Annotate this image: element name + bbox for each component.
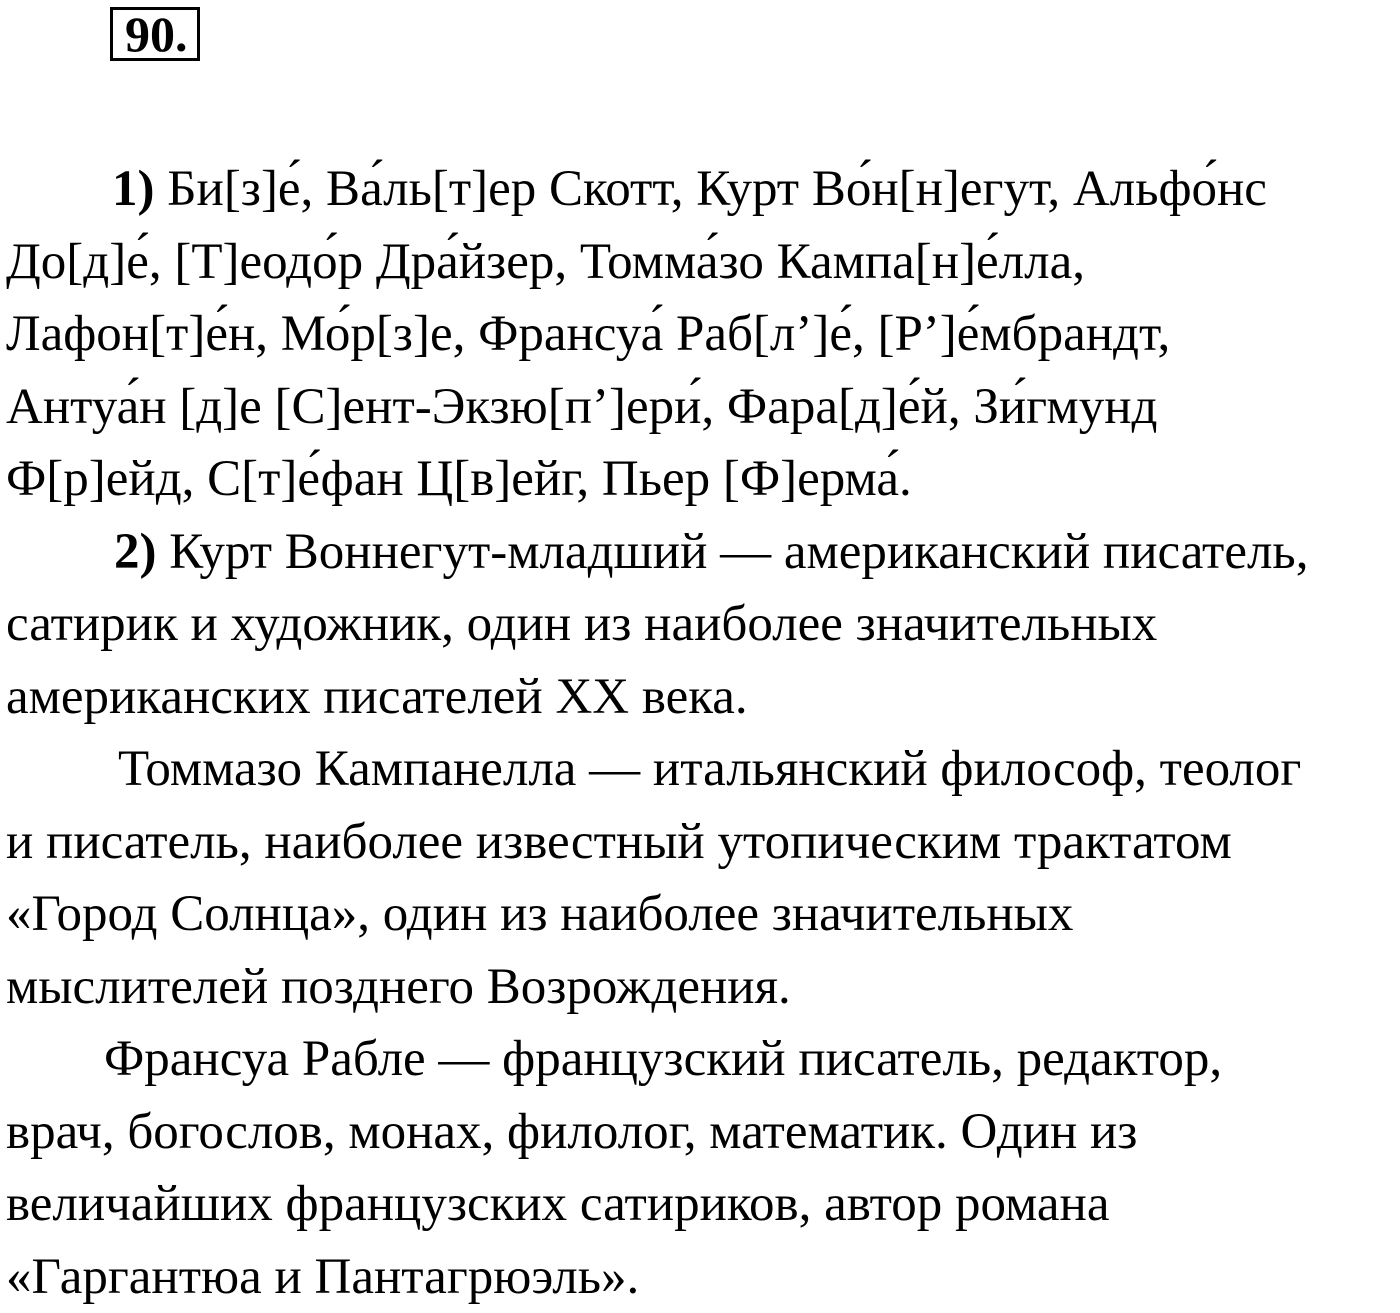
campanella-line-4: мыслителей позднего Возрождения. <box>6 951 1398 1024</box>
vonnegut-line-3: американских писателей XX века. <box>6 661 1398 734</box>
part2-line-1: 2) Курт Воннегут-младший — американский писатель, <box>6 516 1398 589</box>
part2-number: 2) <box>114 524 156 580</box>
rabelais-line-2: врач, богослов, монах, филолог, математик. Один из <box>6 1096 1398 1169</box>
rabelais-line-3: величайших французских сатириков, автор романа <box>6 1168 1398 1241</box>
answer-text <box>6 153 1398 1313</box>
part1-line-3: Лафон[т]е́н, Мо́р[з]е, Франсуа́ Раб[л’]е́, [Р’]е́мбрандт, <box>6 298 1398 371</box>
part1-line-5: Ф[р]ейд, С[т]е́фан Ц[в]ейг, Пьер [Ф]ерма́. <box>6 443 1398 516</box>
vonnegut-line-2: сатирик и художник, один из наиболее значительных <box>6 588 1398 661</box>
part1-number: 1) <box>112 161 154 217</box>
rabelais-line-1: Франсуа Рабле — французский писатель, редактор, <box>6 1023 1398 1096</box>
part1-line-1: 1) Би[з]е́, Ва́ль[т]ер Скотт, Курт Во́н[н]егут, Альфо́нс <box>6 153 1398 226</box>
campanella-line-2: и писатель, наиболее известный утопическим трактатом <box>6 806 1398 879</box>
rabelais-line-4: «Гаргантюа и Пантагрюэль». <box>6 1241 1398 1313</box>
campanella-line-1: Томмазо Кампанелла — итальянский философ, теолог <box>6 733 1398 806</box>
part1-line-2: До[д]е́, [Т]еодо́р Дра́йзер, Томма́зо Кампа[н]е́лла, <box>6 226 1398 299</box>
exercise-number-badge: 90. <box>110 7 200 61</box>
part1-line-4: Антуа́н [д]е [С]ент-Экзю[п’]ери́, Фара[д]е́й, Зи́гмунд <box>6 371 1398 444</box>
campanella-line-3: «Город Солнца», один из наиболее значительных <box>6 878 1398 951</box>
